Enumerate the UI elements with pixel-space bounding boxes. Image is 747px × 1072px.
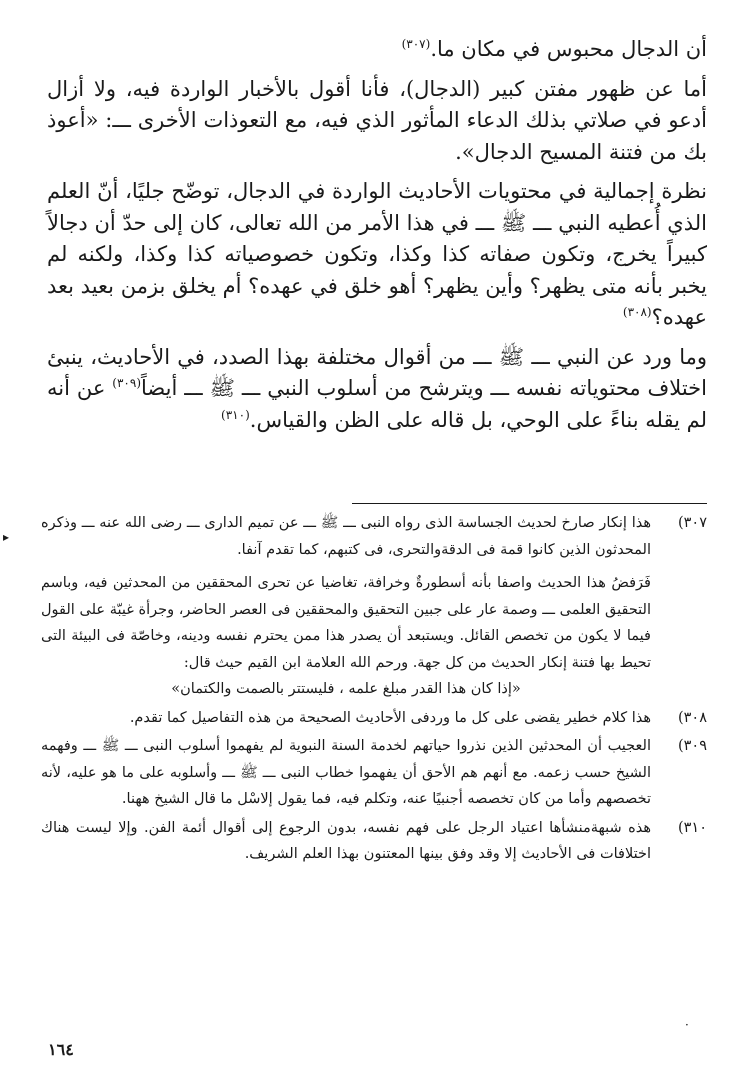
- paragraph: أما عن ظهور مفتن كبير (الدجال)، فأنا أقول بالأخبار الواردة فيه، ولا أزال أدعو في صلاتي بذلك الدعاء المأثور الذي فيه، مع التعوذات الأخرى ـــ: «أعوذ بك من فتنة المسيح الدجال».: [47, 76, 707, 164]
- footnote-ref: (٣٠٧): [401, 37, 431, 51]
- paragraph-text: وما ورد عن النبي ـــ ﷺ ـــ من أقوال مختلفة بهذا الصدد، في الأحاديث، ينبئ اختلاف محتوياته نفسه ـــ ويترشح من أسلوب النبي ـــ ﷺ ـــ أيضاً: [47, 344, 707, 400]
- footnote-number: ٣٠٨): [677, 709, 707, 726]
- footnote-number: ٣١٠): [677, 819, 707, 836]
- footnote-text: هذا إنكار صارخ لحديث الجساسة الذى رواه النبى ـــ ﷺ ـــ عن تميم الدارى ـــ رضى الله عنه ـــ وذكره المحدثون الذين كانوا قمة فى الدقةوالتحرى، فى كتبهم، كما تقدم آنفا.: [41, 515, 651, 558]
- footnote: [41, 733, 707, 813]
- footnote-quote: «إذا كان هذا القدر مبلغ علمه ، فليستتر بالصمت والكتمان»: [171, 681, 521, 697]
- paragraph: [47, 342, 707, 437]
- footnote-number: ٣٠٩): [677, 738, 707, 754]
- footnote-text: هذه شبهةمنشأها اعتياد الرجل على فهم نفسه، بدون الرجوع إلى أقوال أئمة الفن. وإلا ليست هناك اختلافات فى الأحاديث إلا وقد وفق بينها المعتنون بهذا العلم الشريف.: [41, 819, 651, 862]
- footnote-number: ٣٠٧): [677, 515, 707, 531]
- footnotes: [41, 510, 707, 868]
- paragraph-text: عن أنه لم يقله بناءً على الوحي، بل قاله على الظن والقياس.: [47, 376, 707, 432]
- footnote: [41, 510, 707, 703]
- footnote: [41, 705, 707, 732]
- paragraph: [47, 34, 707, 66]
- margin-mark: ·: [685, 1018, 689, 1032]
- footnote-ref: (٣٠٩): [112, 376, 141, 390]
- footnote-text: هذا كلام خطير يقضى على كل ما وردفى الأحاديث الصحيحة من هذه التفاصيل كما تقدم.: [129, 709, 651, 726]
- margin-mark: ▸: [3, 530, 10, 544]
- footnote: [41, 815, 707, 868]
- paragraph: [47, 176, 707, 334]
- paragraph-text: أن الدجال محبوس في مكان ما.: [430, 37, 707, 61]
- paragraph-text: نظرة إجمالية في محتويات الأحاديث الواردة في الدجال، توضّح جليًا، أنّ العلم الذي أُعطيه النبي ـــ ﷺ ـــ في هذا الأمر من الله تعالى، كان إلى حدّ أن دجالاً كبيراً يخرج، وتكون صفاته كذا وكذا، وتكون خصوصياته كذا وكذا، ولكنه لم يخبر بأنه متى يظهر؟ وأين يظهر؟ أهو خلق في عهده؟ أم يخلق بزمن بعيد بعد عهده؟: [47, 179, 707, 329]
- footnote-text: فَرَفضُ هذا الحديث واصفا بأنه أسطورةٌ وخرافة، تغاضيا عن تحرى المحققين من المحدثين فيه، وباسم التحقيق العلمى ـــ وصمة عار على جبين التحقيق والمحققين فى العصر الحاضر، وجرأة غيبّة على القول فيما لا يكون من تخصص القائل. ويستبعد أن يصدر هذا ممن يحترم نفسه ودينه، وخاصّة فى البيئة التى تحيط بها فتنة إنكار الحديث من كل جهة. ورحم الله العلامة ابن القيم حيث قال:: [41, 575, 651, 671]
- footnote-separator: [352, 503, 707, 504]
- footnote-text: العجيب أن المحدثين الذين نذروا حياتهم لخدمة السنة النبوية لم يفهموا أسلوب النبى ـــ ﷺ ـــ وفهمه الشيخ حسب زعمه. مع أنهم هم الأحق أن يفهموا خطاب النبى ـــ ﷺ ـــ وأسلوبه على ما هو عليه، لأنه تخصصهم وأما من كان تخصصه أجنبيًا عنه، وتكلم فيه، فما يقول إلاسْل ما قال الشيخ ههنا.: [41, 738, 651, 807]
- footnote-ref: (٣٠٨): [622, 305, 652, 319]
- main-text: [47, 34, 707, 436]
- page-number: ١٦٤: [48, 1040, 74, 1059]
- footnote-ref: (٣١٠): [221, 407, 250, 422]
